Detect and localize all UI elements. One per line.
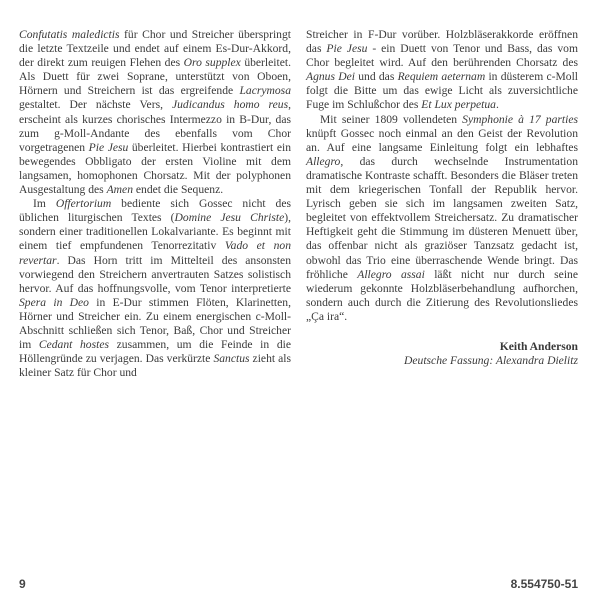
text-run: in düsterem c-Moll folgt die Bitte um das ewige Licht als zuversichtliche Fuge im Schlußchor des	[306, 70, 579, 112]
signature-block	[404, 340, 578, 368]
italic-title: Agnus Dei	[306, 70, 355, 84]
author-name: Keith Anderson	[499, 340, 578, 353]
italic-title: Domine Jesu Christe	[174, 211, 285, 225]
text-run: läßt nicht nur durch seine wiederum gekonnte Holzbläserbehandlung aufhorchen, sondern auch durch die Zitierung des Revolutionsliedes „Ça ira“.	[306, 267, 578, 323]
left-text-column	[19, 28, 291, 380]
italic-title: Oro supplex	[183, 56, 241, 70]
italic-title: Symphonie à 17 parties	[462, 112, 578, 126]
translator-credit: Deutsche Fassung: Alexandra Dielitz	[404, 354, 578, 367]
text-run: überleitet. Als Duett für zwei Soprane, unterstützt von Oboen, Hörnern und Streichern ist das ergreifende	[19, 56, 291, 98]
text-run: , erscheint als kurzes chorisches Intermezzo in B-Dur, das zum g-Moll-Andante des ebenfalls vom Chor vorgetragenen	[19, 98, 292, 154]
text-run: und das	[354, 70, 398, 84]
text-run: Mit seiner 1809 vollendeten	[320, 112, 463, 126]
text-run: überleitet. Hierbei kontrastiert ein bewegendes Obbligato der ersten Violine mit dem langsamen, homophonen Chorsatz. Mit der polyphonen Ausgestaltung des	[19, 140, 291, 197]
text-run: in E-Dur stimmen Flöten, Klarinetten, Hörner und Streicher ein. Zu einem energischen c-Moll-Abschnitt schließen sich Tenor, Baß, Chor und Streicher im	[19, 295, 291, 352]
text-run: .	[495, 98, 499, 112]
right-text-column	[306, 28, 578, 324]
italic-title: Judicandus homo reus	[171, 98, 289, 112]
paragraph	[306, 113, 578, 324]
text-run: - ein Duett von Tenor und Bass, das vom Chor begleitet wird. Auf den berührenden Chorsatz des	[306, 42, 578, 70]
text-run: Im	[33, 197, 56, 211]
text-run: . Das Horn tritt im Mittelteil des ansonsten vorwiegend den Streichern anvertrauten Satzes solistisch hervor. Auf das hoffnungsvolle, vom Tenor interpretierte	[19, 253, 291, 295]
text-run: zieht als kleiner Satz für Chor und	[19, 352, 291, 380]
italic-title: Allegro assai	[357, 267, 425, 281]
italic-title: Et Lux perpetua	[421, 98, 496, 112]
italic-title: Confutatis maledictis	[19, 28, 120, 41]
page-number: 9	[19, 577, 26, 591]
italic-title: Sanctus	[213, 352, 250, 366]
text-run: zusammen, um die Feinde in die Höllengründe zu verjagen. Das verkürzte	[19, 338, 292, 366]
italic-title: Allegro	[306, 154, 341, 168]
paragraph	[306, 28, 578, 113]
text-run: Streicher in F-Dur vorüber. Holzbläserakkorde eröffnen das	[306, 28, 578, 56]
italic-title: Pie Jesu	[326, 42, 368, 56]
italic-title: Offertorium	[55, 197, 112, 211]
text-run: endet die Sequenz.	[133, 183, 224, 197]
paragraph	[19, 28, 291, 197]
text-run: knüpft Gossec noch einmal an den Geist der Revolution an. Auf eine langsame Einleitung folgt ein lebhaftes	[306, 126, 578, 154]
italic-title: Spera in Deo	[19, 295, 89, 309]
text-run: für Chor und Streicher überspringt die letzte Textzeile und endet auf einem Es-Dur-Akkord, der direkt zum reuigen Flehen des	[19, 28, 291, 70]
italic-title: Vado et non revertar	[19, 239, 291, 267]
text-run: bediente sich Gossec nicht des üblichen liturgischen Textes (	[19, 197, 292, 225]
italic-title: Pie Jesu	[88, 140, 129, 154]
paragraph	[19, 197, 291, 380]
text-run: gestaltet. Der nächste Vers,	[19, 98, 172, 112]
catalog-number: 8.554750-51	[510, 577, 578, 591]
italic-title: Cedant hostes	[38, 338, 109, 352]
text-run: ), sondern einer traditionellen Lokalvariante. Es beginnt mit einem tief empfundenen Tenorrezitativ	[19, 211, 291, 253]
text-run: , das durch wechselnde Instrumentation dramatische Kontraste schafft. Besonders die Bläser treten mit dem kriegerischen Tonfall der Republik hervor. Lyrisch geben sie sich im langsamen zweiten Satz, begleitet von effektvollem Streichersatz. Zu dramatischer Heftigkeit geht die Stimmung im düsteren Menuett über, das offenbar nicht als graziöser Tanzsatz gedacht ist, obwohl das Trio eine überraschende Wende bringt. Das fröhliche	[306, 154, 578, 281]
italic-title: Requiem aeternam	[397, 70, 486, 84]
italic-title: Lacrymosa	[239, 84, 291, 98]
italic-title: Amen	[106, 183, 133, 197]
